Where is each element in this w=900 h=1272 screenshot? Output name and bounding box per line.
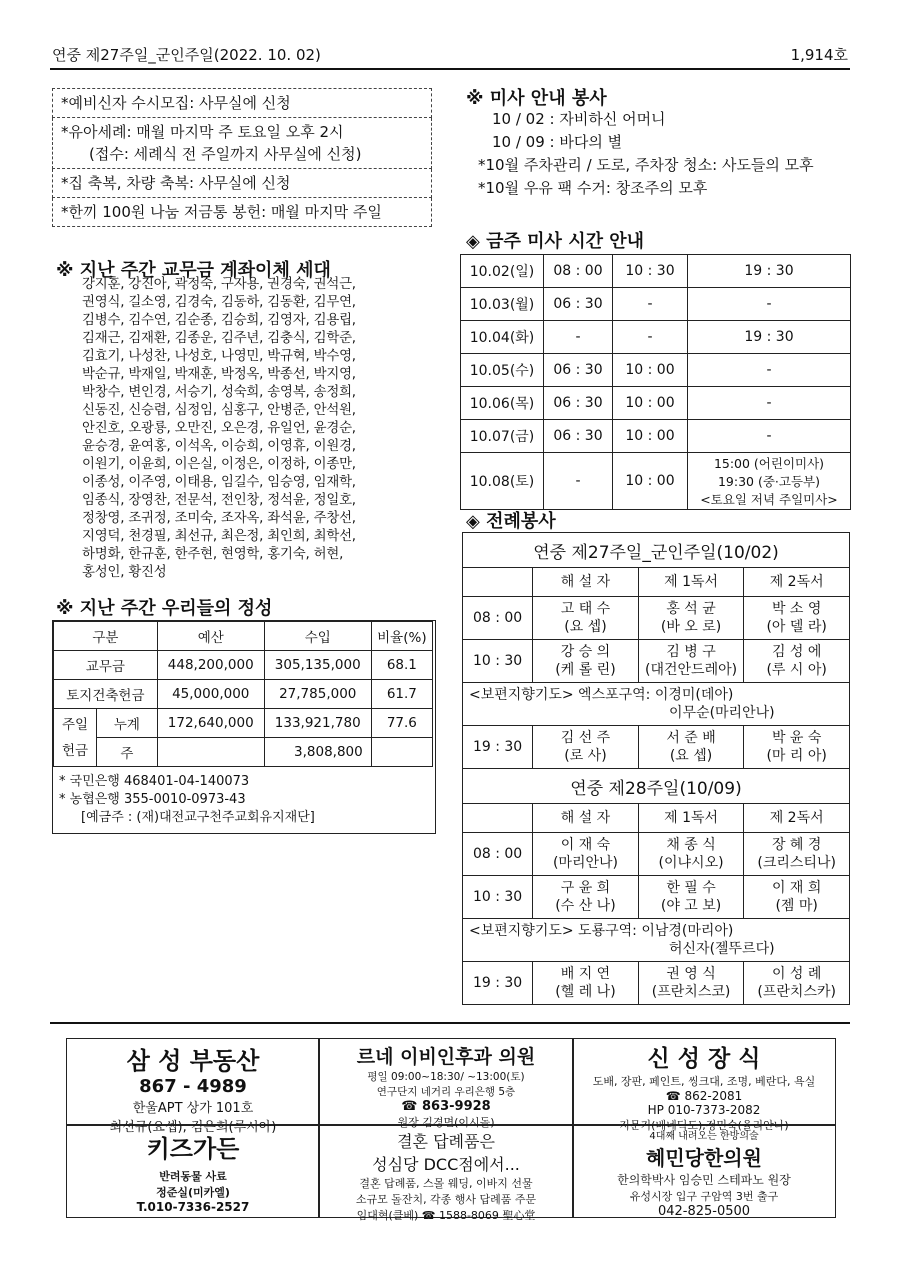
ad-name: 삼 성 부동산 xyxy=(126,1047,260,1075)
prayer-cell xyxy=(463,683,850,726)
cell-line: (케 롤 린) xyxy=(555,662,616,678)
ad-name: 혜민당한의원 xyxy=(646,1146,762,1170)
table-cell: 제 2독서 xyxy=(744,568,850,597)
cell-line: 채 종 식 xyxy=(666,837,716,853)
table-cell xyxy=(157,738,264,767)
table-cell: - xyxy=(688,354,851,387)
service-row xyxy=(463,597,850,640)
col-header: 비율(%) xyxy=(371,622,432,651)
schedule-row xyxy=(461,354,851,387)
table-cell: - xyxy=(544,321,613,354)
cell-line: 박 윤 숙 xyxy=(771,730,822,746)
table-cell xyxy=(744,876,850,919)
table-cell: 10 : 00 xyxy=(613,453,688,510)
service-row xyxy=(463,962,850,1005)
ad-name: 성심당 DCC점에서... xyxy=(372,1155,520,1174)
prayer-row xyxy=(463,919,850,962)
ad-text: 지문기(베네딕도),정민숙(율리안나) xyxy=(619,1119,789,1132)
finance-title: ※ 지난 주간 우리들의 정성 xyxy=(56,598,273,619)
table-cell: 토지건축헌금 xyxy=(54,680,158,709)
schedule-row xyxy=(461,453,851,510)
schedule-row xyxy=(461,321,851,354)
service-row xyxy=(463,876,850,919)
table-cell xyxy=(638,833,744,876)
ad-text: 한울APT 상가 101호 xyxy=(132,1101,254,1116)
table-cell: 해 설 자 xyxy=(533,804,639,833)
service-row xyxy=(463,640,850,683)
bank-account: * 농협은행 355-0010-0973-43 xyxy=(59,792,246,807)
ad-real-estate xyxy=(66,1038,320,1135)
table-cell xyxy=(744,597,850,640)
table-cell: 61.7 xyxy=(371,680,432,709)
ad-phone: HP 010-7373-2082 xyxy=(647,1103,761,1117)
schedule-row xyxy=(461,387,851,420)
header-divider xyxy=(50,68,850,70)
cell-line: <토요일 저녁 주일미사> xyxy=(700,492,838,507)
table-cell xyxy=(463,568,533,597)
table-cell: 10 : 30 xyxy=(613,255,688,288)
cell-line: 강 승 의 xyxy=(560,644,611,660)
table-cell: 10.05(수) xyxy=(461,354,544,387)
ad-phone: ☎ 862-2081 xyxy=(665,1089,743,1103)
table-cell xyxy=(371,738,432,767)
service-row xyxy=(463,804,850,833)
table-cell xyxy=(744,726,850,769)
prayer-line: <보편지향기도> 엑스포구역: 이경미(데아) xyxy=(469,687,734,703)
table-cell: 77.6 xyxy=(371,709,432,738)
week-title-row xyxy=(463,533,850,568)
donor-line: 하명화, 한규훈, 한주현, 현영학, 홍기숙, 허현, xyxy=(82,547,344,562)
cell-line: 김 성 에 xyxy=(771,644,822,660)
ad-kids-garden xyxy=(66,1124,320,1218)
table-cell: - xyxy=(688,387,851,420)
table-cell: 제 1독서 xyxy=(638,568,744,597)
ads-divider xyxy=(50,1022,850,1024)
notice-item xyxy=(52,118,432,169)
schedule-title: ◈ 금주 미사 시간 안내 xyxy=(466,231,645,252)
table-cell xyxy=(533,726,639,769)
table-cell: 10 : 00 xyxy=(613,387,688,420)
table-cell: 10 : 30 xyxy=(463,640,533,683)
table-cell xyxy=(533,876,639,919)
ad-tagline: 4대째 내려오는 한방의술 xyxy=(649,1131,759,1142)
cell-line: 홍 석 균 xyxy=(666,601,716,617)
cell-line: 김 선 주 xyxy=(560,730,611,746)
table-cell: 27,785,000 xyxy=(264,680,371,709)
cell-line: (마리안나) xyxy=(552,855,618,871)
donor-line: 신동진, 신승렴, 심정임, 심홍구, 안병준, 안석원, xyxy=(82,403,356,418)
cell-line: 구 윤 희 xyxy=(560,880,611,896)
ad-name: 결혼 답례품은 xyxy=(397,1132,495,1151)
finance-box xyxy=(52,620,436,834)
cell-line: 박 소 영 xyxy=(771,601,822,617)
ad-text: 최선규(요셉), 김은희(루시아) xyxy=(109,1120,277,1135)
table-cell: 제 2독서 xyxy=(744,804,850,833)
notice-item: *예비신자 수시모집: 사무실에 신청 xyxy=(52,88,432,118)
cell-line: (요 셉) xyxy=(669,748,713,764)
account-holder: [예금주 : (재)대전교구천주교회유지재단] xyxy=(81,810,315,825)
liturgy-table xyxy=(462,532,850,1005)
schedule-table xyxy=(460,254,851,510)
table-cell xyxy=(638,726,744,769)
mass-schedule xyxy=(460,254,851,510)
cell-line: 이 재 숙 xyxy=(560,837,611,853)
table-cell: 3,808,800 xyxy=(264,738,371,767)
issue-number: 1,914호 xyxy=(790,46,848,64)
table-cell: 교무금 xyxy=(54,651,158,680)
cell-line: (요 셉) xyxy=(564,619,607,635)
table-cell xyxy=(463,804,533,833)
cell-line: 한 필 수 xyxy=(666,880,716,896)
ad-text: 원장 김경면(이시돌) xyxy=(397,1116,495,1129)
table-cell: 08 : 00 xyxy=(463,597,533,640)
table-cell: - xyxy=(613,321,688,354)
table-cell: - xyxy=(544,453,613,510)
table-cell: 19 : 30 xyxy=(688,255,851,288)
cell-line: (헬 레 나) xyxy=(555,984,616,1000)
cell-line: (마 리 아) xyxy=(766,748,827,764)
row-label: 주일 xyxy=(61,716,89,733)
service-row xyxy=(463,568,850,597)
table-cell: 10.02(일) xyxy=(461,255,544,288)
prayer-line: 이무순(마리안나) xyxy=(669,705,775,721)
table-cell: 06 : 30 xyxy=(544,387,613,420)
ad-text: 반려동물 사료 xyxy=(159,1170,227,1183)
liturgy-service xyxy=(462,532,850,1005)
cell-line: (바 오 로) xyxy=(660,619,722,635)
ad-text: 유성시장 입구 구암역 3번 출구 xyxy=(629,1190,779,1203)
donor-line: 윤승경, 윤여홍, 이석옥, 이승희, 이영휴, 이원경, xyxy=(82,439,356,454)
notice-text: *유아세례: 매월 마지막 주 토요일 오후 2시 xyxy=(61,123,344,141)
notice-item: *집 축복, 차량 축복: 사무실에 신청 xyxy=(52,169,432,198)
table-cell: 10.08(토) xyxy=(461,453,544,510)
table-cell: 제 1독서 xyxy=(638,804,744,833)
table-cell: 10 : 30 xyxy=(463,876,533,919)
prayer-line: <보편지향기도> 도룡구역: 이남경(마리아) xyxy=(469,923,734,939)
cell-line: 이 재 희 xyxy=(771,880,822,896)
donor-names xyxy=(82,276,427,582)
bank-account: * 국민은행 468401-04-140073 xyxy=(59,774,250,789)
cell-line: (수 산 나) xyxy=(555,898,616,914)
donor-line: 지영덕, 천경필, 최선규, 최은정, 최인희, 최학선, xyxy=(82,529,356,544)
table-cell: 해 설 자 xyxy=(533,568,639,597)
donor-line: 이원기, 이윤희, 이은실, 이정은, 이정하, 이종만, xyxy=(82,457,356,472)
donor-line: 김재근, 김재환, 김종운, 김주년, 김충식, 김학준, xyxy=(82,331,356,346)
ad-text: 한의학박사 임승민 스테파노 원장 xyxy=(617,1173,791,1187)
table-cell xyxy=(638,962,744,1005)
cell-line: (크리스티나) xyxy=(757,855,836,871)
cell-line: (루 시 아) xyxy=(766,662,827,678)
schedule-row xyxy=(461,255,851,288)
table-cell xyxy=(533,597,639,640)
ad-text: 평일 09:00~18:30/ ~13:00(토) xyxy=(367,1071,525,1083)
cell-line: 15:00 (어린이미사) xyxy=(713,456,825,471)
cell-line: (프란치스카) xyxy=(757,984,836,1000)
cell-line: 19:30 (중·고등부) xyxy=(717,474,821,489)
table-cell xyxy=(688,453,851,510)
notice-box xyxy=(52,88,432,227)
mass-service-title: ※ 미사 안내 봉사 xyxy=(466,88,607,109)
table-cell: 448,200,000 xyxy=(157,651,264,680)
service-row xyxy=(463,726,850,769)
table-cell: - xyxy=(613,288,688,321)
ad-text: 정준실(미카엘) xyxy=(156,1186,230,1199)
cell-line: (대건안드레아) xyxy=(645,662,738,678)
table-cell: 19 : 30 xyxy=(463,962,533,1005)
prayer-row xyxy=(463,683,850,726)
table-cell xyxy=(638,640,744,683)
service-line: 10 / 09 : 바다의 별 xyxy=(492,133,623,151)
ad-oriental-clinic xyxy=(572,1124,836,1218)
table-cell xyxy=(533,640,639,683)
donor-line: 박순규, 박재일, 박재훈, 박정옥, 박종선, 박지영, xyxy=(82,367,356,382)
cell-line: (로 사) xyxy=(564,748,607,764)
donor-line: 박창수, 변인경, 서승기, 성숙희, 송영복, 송정희, xyxy=(82,385,356,400)
row-label: 헌금 xyxy=(61,742,89,759)
cell-line: 고 태 수 xyxy=(560,601,611,617)
liturgy-title: ◈ 전례봉사 xyxy=(466,511,556,532)
table-cell: - xyxy=(688,288,851,321)
donor-line: 이종성, 이주영, 이태용, 임길수, 임승영, 임재학, xyxy=(82,475,356,490)
table-cell: 주 xyxy=(97,738,158,767)
col-header: 예산 xyxy=(157,622,264,651)
cell-line: (젬 마) xyxy=(775,898,818,914)
table-cell: 10 : 00 xyxy=(613,420,688,453)
cell-line: 서 준 배 xyxy=(666,730,716,746)
table-cell: 10.03(월) xyxy=(461,288,544,321)
table-cell: - xyxy=(688,420,851,453)
col-header: 수입 xyxy=(264,622,371,651)
donors-title: ※ 지난 주간 교무금 계좌이체 세대 xyxy=(56,260,331,281)
table-cell: 133,921,780 xyxy=(264,709,371,738)
table-cell: 305,135,000 xyxy=(264,651,371,680)
table-cell: 10.07(금) xyxy=(461,420,544,453)
table-cell: 06 : 30 xyxy=(544,420,613,453)
prayer-line: 허신자(젤뚜르다) xyxy=(669,941,775,957)
table-cell: 08 : 00 xyxy=(463,833,533,876)
cell-line: 장 혜 경 xyxy=(771,837,822,853)
ad-interior xyxy=(572,1038,836,1132)
ad-phone: 042-825-0500 xyxy=(657,1204,751,1219)
cell-line: 권 영 식 xyxy=(666,966,716,982)
service-line: *10월 주차관리 / 도로, 주차장 청소: 사도들의 모후 xyxy=(478,156,814,174)
service-row xyxy=(463,833,850,876)
cell-line: 배 지 연 xyxy=(560,966,611,982)
table-cell xyxy=(638,876,744,919)
cell-line: (야 고 보) xyxy=(660,898,722,914)
service-line: 10 / 02 : 자비하신 어머니 xyxy=(492,110,666,128)
week-title: 연중 제28주일(10/09) xyxy=(463,769,850,804)
table-cell: 172,640,000 xyxy=(157,709,264,738)
notice-item: *한끼 100원 나눔 저금통 봉헌: 매월 마지막 주일 xyxy=(52,198,432,227)
ad-text: 소규모 돌잔치, 각종 행사 답례품 주문 xyxy=(355,1193,537,1206)
week-title: 연중 제27주일_군인주일(10/02) xyxy=(463,533,850,568)
table-cell: 10.04(화) xyxy=(461,321,544,354)
donor-line: 권영식, 길소영, 김경숙, 김동하, 김동환, 김무연, xyxy=(82,295,356,310)
donor-line: 김병수, 김수연, 김순종, 김승희, 김영자, 김용립, xyxy=(82,313,356,328)
donor-line: 홍성인, 황진성 xyxy=(82,565,167,580)
col-header: 구분 xyxy=(54,622,158,651)
cell-line: (프란치스코) xyxy=(651,984,731,1000)
table-cell: 10 : 00 xyxy=(613,354,688,387)
ad-text: 결혼 답례품, 스몰 웨딩, 이바지 선물 xyxy=(359,1177,533,1190)
prayer-cell xyxy=(463,919,850,962)
bulletin-title: 연중 제27주일_군인주일(2022. 10. 02) xyxy=(52,46,321,64)
table-cell: 누계 xyxy=(97,709,158,738)
ad-name: 키즈가든 xyxy=(146,1135,240,1163)
schedule-row xyxy=(461,288,851,321)
donor-line: 안진호, 오광룡, 오만진, 오은경, 유일언, 윤경순, xyxy=(82,421,356,436)
table-cell: 45,000,000 xyxy=(157,680,264,709)
ad-phone: 867 - 4989 xyxy=(139,1076,247,1097)
ad-phone: T.010-7336-2527 xyxy=(136,1200,250,1214)
ad-phone: ☎ 863-9928 xyxy=(401,1099,491,1114)
ad-text: 임대혁(클베) ☎ 1588-8069 聖心堂 xyxy=(356,1209,536,1222)
table-cell xyxy=(744,640,850,683)
table-cell xyxy=(744,833,850,876)
service-line: *10월 우유 팩 수거: 창조주의 모후 xyxy=(478,179,708,197)
cell-line: (아 델 라) xyxy=(766,619,827,635)
week-title-row xyxy=(463,769,850,804)
mass-service-list xyxy=(478,108,814,200)
ad-bakery xyxy=(318,1124,574,1222)
cell-line: (이냐시오) xyxy=(658,855,724,871)
table-cell: 06 : 30 xyxy=(544,288,613,321)
ad-ent-clinic xyxy=(318,1038,574,1129)
ad-text: 연구단지 네거리 우리은행 5층 xyxy=(376,1086,516,1098)
ad-name: 르네 이비인후과 의원 xyxy=(356,1046,536,1068)
ad-text: 도배, 장판, 페인트, 씽크대, 조명, 베란다, 욕실 xyxy=(592,1075,816,1088)
finance-table xyxy=(53,621,433,767)
donor-line: 김효기, 나성찬, 나성호, 나영민, 박규혁, 박수영, xyxy=(82,349,356,364)
table-cell xyxy=(533,833,639,876)
table-cell xyxy=(638,597,744,640)
donor-line: 임종식, 장영찬, 전문석, 전인창, 정석윤, 정일호, xyxy=(82,493,356,508)
donor-line: 강지훈, 강진아, 곽정숙, 구자용, 권경숙, 권석근, xyxy=(82,277,356,292)
table-cell: 68.1 xyxy=(371,651,432,680)
table-cell xyxy=(533,962,639,1005)
donor-line: 정창영, 조귀정, 조미숙, 조자옥, 좌석윤, 주창선, xyxy=(82,511,356,526)
table-cell: 08 : 00 xyxy=(544,255,613,288)
table-cell: 10.06(목) xyxy=(461,387,544,420)
table-cell xyxy=(744,962,850,1005)
ad-name: 신 성 장 식 xyxy=(647,1046,761,1072)
cell-line: 김 병 구 xyxy=(666,644,716,660)
schedule-row xyxy=(461,420,851,453)
table-cell: 06 : 30 xyxy=(544,354,613,387)
cell-line: 이 성 례 xyxy=(771,966,822,982)
notice-text: (접수: 세례식 전 주일까지 사무실에 신청) xyxy=(89,145,362,163)
table-cell xyxy=(54,709,97,767)
table-cell: 19 : 30 xyxy=(688,321,851,354)
table-cell: 19 : 30 xyxy=(463,726,533,769)
